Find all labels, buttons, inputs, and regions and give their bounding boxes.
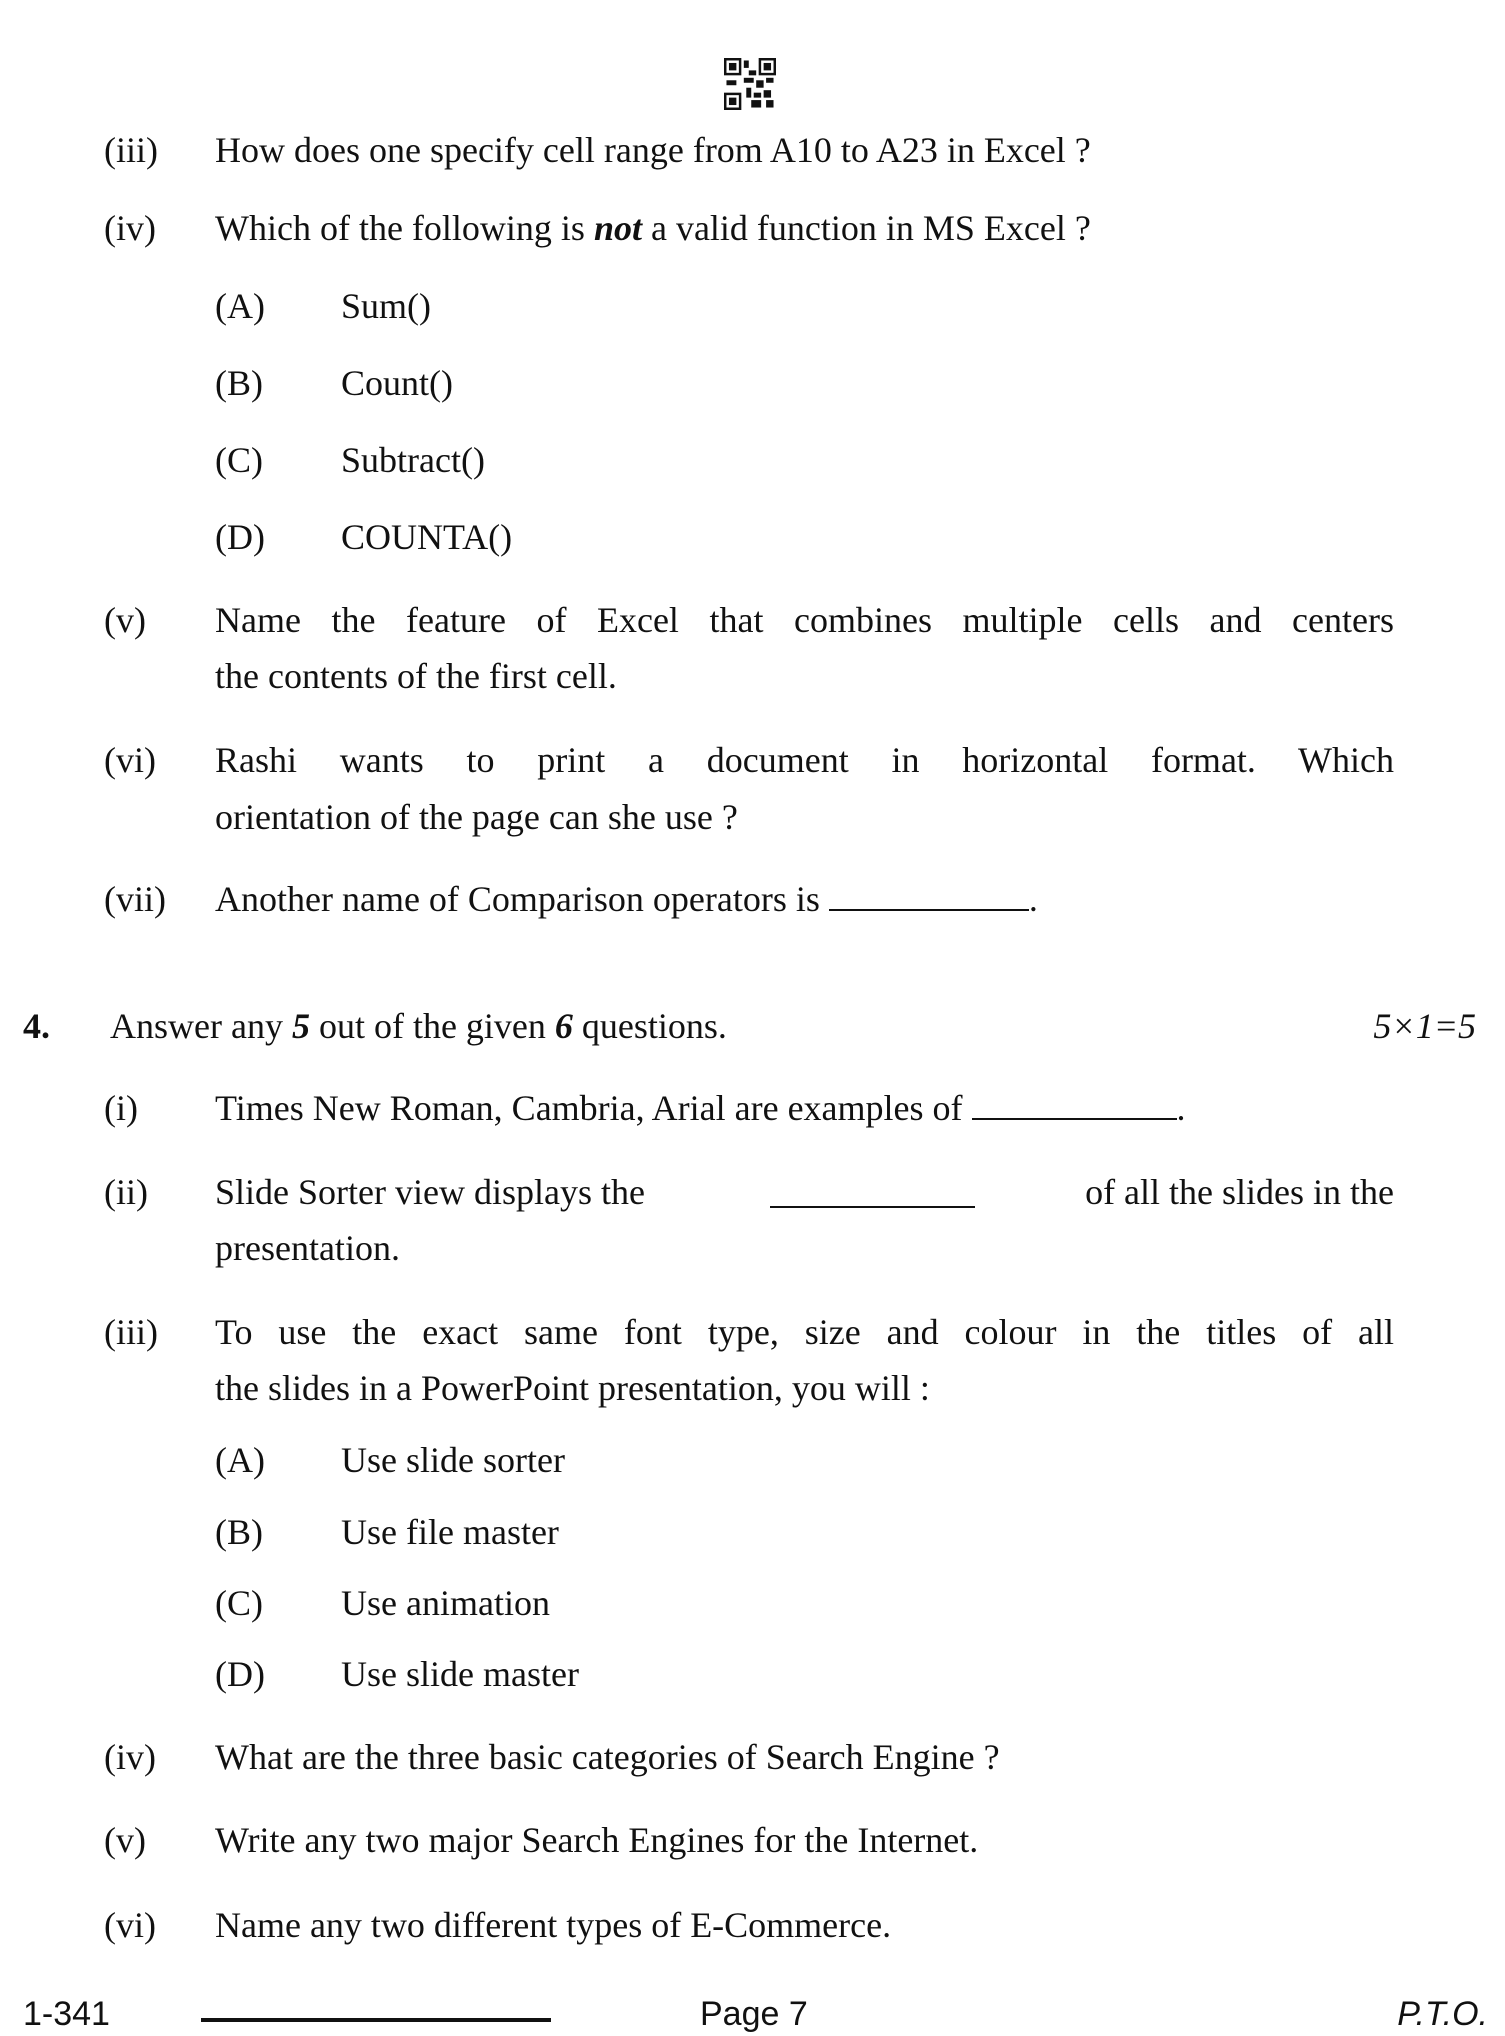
question-number: (iii) xyxy=(104,130,158,170)
option-text: Use slide sorter xyxy=(341,1440,565,1480)
question-text: Name any two different types of E-Commerce. xyxy=(215,1905,892,1945)
question-number: (vii) xyxy=(104,879,166,919)
question-3-vi-line2 xyxy=(0,795,1505,839)
option-a xyxy=(0,284,1505,328)
option-letter: (D) xyxy=(215,517,265,557)
question-text: Times New Roman, Cambria, Arial are examples of . xyxy=(215,1088,1186,1128)
question-3-vi xyxy=(0,738,1505,782)
question-3-vii xyxy=(0,877,1505,921)
option-letter: (B) xyxy=(215,1512,263,1552)
question-text-line2: the contents of the first cell. xyxy=(215,656,617,696)
option-c xyxy=(0,1581,1505,1625)
option-text: Count() xyxy=(341,363,453,403)
question-number: (v) xyxy=(104,1820,146,1860)
option-letter: (C) xyxy=(215,1583,263,1623)
question-text: Write any two major Search Engines for the Internet. xyxy=(215,1820,979,1860)
option-b xyxy=(0,1510,1505,1554)
question-number: (ii) xyxy=(104,1172,148,1212)
question-4-ii-line2 xyxy=(0,1226,1505,1270)
question-3-iv xyxy=(0,206,1505,250)
question-4-vi xyxy=(0,1903,1505,1947)
emphasis: not xyxy=(593,208,642,248)
option-text: Sum() xyxy=(341,286,431,326)
question-number: (iv) xyxy=(104,1737,156,1777)
answer-blank xyxy=(770,1176,975,1208)
question-text: What are the three basic categories of Search Engine ? xyxy=(215,1737,1000,1777)
please-turn-over: P.T.O. xyxy=(1397,1995,1488,2033)
question-text-line1: To use the exact same font type, size and colour in the titles of all xyxy=(215,1312,1394,1352)
option-text: Use file master xyxy=(341,1512,559,1552)
question-4-iii xyxy=(0,1310,1505,1354)
option-d xyxy=(0,515,1505,559)
option-letter: (D) xyxy=(215,1654,265,1694)
question-text-end: of all the slides in the xyxy=(1085,1172,1394,1212)
option-letter: (A) xyxy=(215,1440,265,1480)
question-4-v xyxy=(0,1818,1505,1862)
question-4-iii-line2 xyxy=(0,1366,1505,1410)
question-text: Another name of Comparison operators is . xyxy=(215,879,1038,919)
question-text-line2: presentation. xyxy=(215,1228,400,1268)
question-text-line2: the slides in a PowerPoint presentation, you will : xyxy=(215,1368,930,1408)
question-4-i xyxy=(0,1086,1505,1130)
paper-code: 1-341 xyxy=(23,1995,110,2033)
question-number: (iv) xyxy=(104,208,156,248)
question-4-heading xyxy=(0,1004,1505,1048)
question-text: How does one specify cell range from A10 to A23 in Excel ? xyxy=(215,130,1091,170)
option-letter: (C) xyxy=(215,440,263,480)
question-4-ii xyxy=(0,1170,1505,1214)
option-d xyxy=(0,1652,1505,1696)
question-instructions: Answer any 5 out of the given 6 questions. xyxy=(110,1006,727,1046)
answer-blank xyxy=(829,879,1029,911)
question-3-v-line2 xyxy=(0,654,1505,698)
qr-code xyxy=(722,58,778,110)
question-3-iii xyxy=(0,128,1505,172)
option-text: Use animation xyxy=(341,1583,550,1623)
option-b xyxy=(0,361,1505,405)
question-number: (v) xyxy=(104,600,146,640)
question-text: Which of the following is not a valid function in MS Excel ? xyxy=(215,208,1091,248)
option-text: COUNTA() xyxy=(341,517,513,557)
option-text: Subtract() xyxy=(341,440,485,480)
question-4-iv xyxy=(0,1735,1505,1779)
option-a xyxy=(0,1438,1505,1482)
question-number: (iii) xyxy=(104,1312,158,1352)
option-letter: (B) xyxy=(215,363,263,403)
option-c xyxy=(0,438,1505,482)
footer-divider xyxy=(201,2018,551,2022)
page-number: Page 7 xyxy=(700,1995,808,2033)
marks: 5×1=5 xyxy=(1373,1006,1476,1046)
question-3-v xyxy=(0,598,1505,642)
question-number: (i) xyxy=(104,1088,138,1128)
question-text-line1: Name the feature of Excel that combines multiple cells and centers xyxy=(215,600,1394,640)
question-text-line2: orientation of the page can she use ? xyxy=(215,797,738,837)
question-number: (vi) xyxy=(104,740,156,780)
question-number: (vi) xyxy=(104,1905,156,1945)
question-text: Slide Sorter view displays the xyxy=(215,1172,645,1212)
option-letter: (A) xyxy=(215,286,265,326)
option-text: Use slide master xyxy=(341,1654,579,1694)
question-text-line1: Rashi wants to print a document in horizontal format. Which xyxy=(215,740,1394,780)
answer-blank xyxy=(972,1088,1177,1120)
question-number: 4. xyxy=(23,1006,50,1046)
